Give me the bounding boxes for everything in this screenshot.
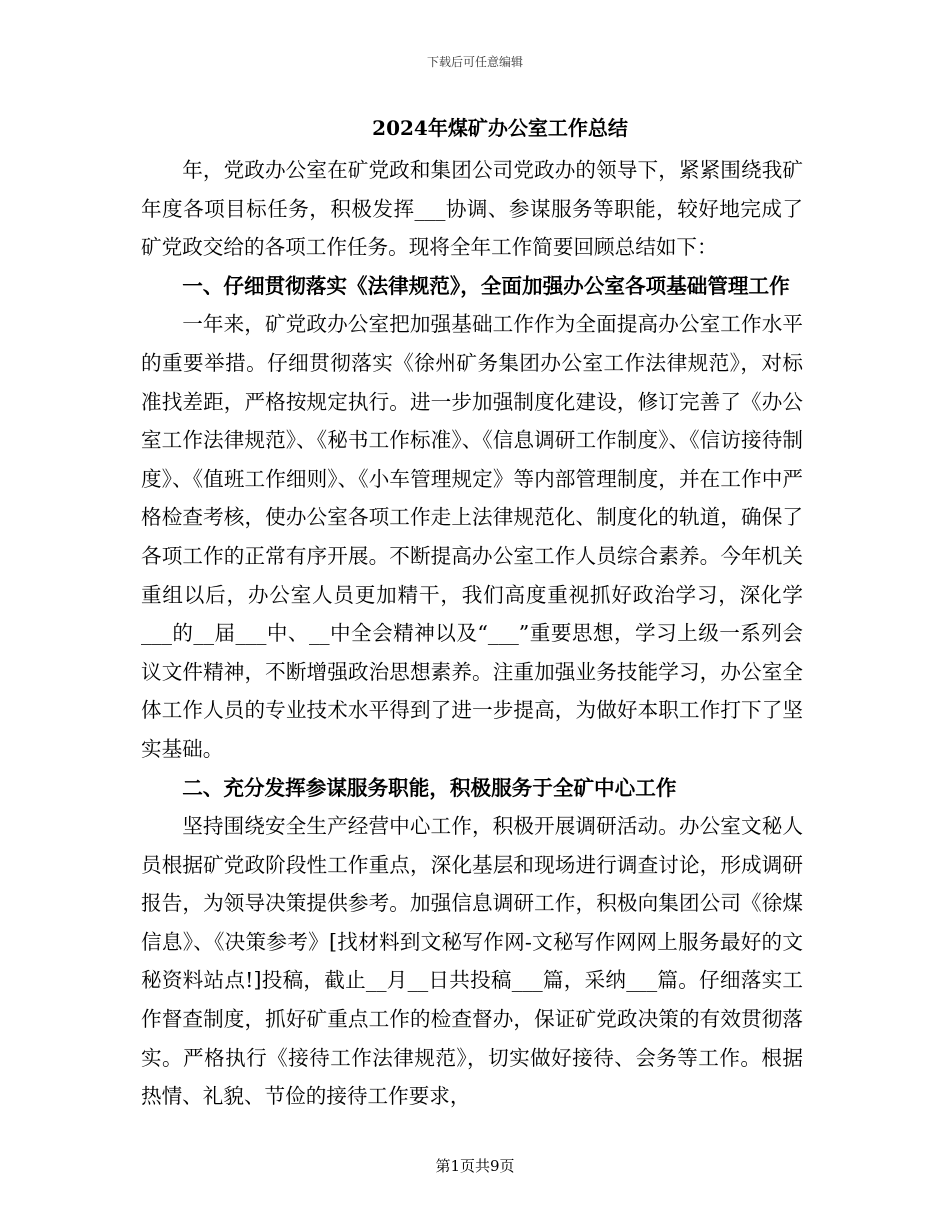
page-header: 下载后可任意编辑 bbox=[426, 55, 523, 69]
section-heading-1: 一、仔细贯彻落实《法律规范》，全面加强办公室各项基础管理工作 bbox=[182, 273, 790, 298]
document-title: 2024年煤矿办公室工作总结 bbox=[372, 116, 628, 140]
document-body bbox=[141, 151, 803, 1116]
paragraph-intro: 年，党政办公室在矿党政和集团公司党政办的领导下，紧紧围绕我矿年度各项目标任务，积极发挥___协调、参谋服务等职能，较好地完成了矿党政交给的各项工作任务。现将全年工作简要回顾总结如下： bbox=[141, 158, 803, 260]
page-footer: 第1页共9页 bbox=[435, 1157, 515, 1175]
paragraph-section-2: 坚持围绕安全生产经营中心工作，积极开展调研活动。办公室文秘人员根据矿党政阶段性工作重点，深化基层和现场进行调查讨论，形成调研报告，为领导决策提供参考。加强信息调研工作，积极向集团公司《徐煤信息》、《决策参考》[找材料到文秘写作网-文秘写作网网上服务最好的文秘资料站点!]投稿，截止__月__日共投稿___篇，采纳___篇。仔细落实工作督查制度，抓好矿重点工作的检查督办，保证矿党政决策的有效贯彻落实。严格执行《接待工作法律规范》，切实做好接待、会务等工作。根据热情、礼貌、节俭的接待工作要求， bbox=[141, 814, 803, 1109]
paragraph-section-1: 一年来，矿党政办公室把加强基础工作作为全面提高办公室工作水平的重要举措。仔细贯彻落实《徐州矿务集团办公室工作法律规范》，对标准找差距，严格按规定执行。进一步加强制度化建设，修订完善了《办公室工作法律规范》、《秘书工作标准》、《信息调研工作制度》、《信访接待制度》、《值班工作细则》、《小车管理规定》等内部管理制度，并在工作中严格检查考核，使办公室各项工作走上法律规范化、制度化的轨道，确保了各项工作的正常有序开展。不断提高办公室工作人员综合素养。今年机关重组以后，办公室人员更加精干，我们高度重视抓好政治学习，深化学___的__届___中、__中全会精神以及“___”重要思想，学习上级一系列会议文件精神，不断增强政治思想素养。注重加强业务技能学习，办公室全体工作人员的专业技术水平得到了进一步提高，为做好本职工作打下了坚实基础。 bbox=[141, 312, 803, 761]
section-heading-2: 二、充分发挥参谋服务职能，积极服务于全矿中心工作 bbox=[182, 775, 677, 800]
